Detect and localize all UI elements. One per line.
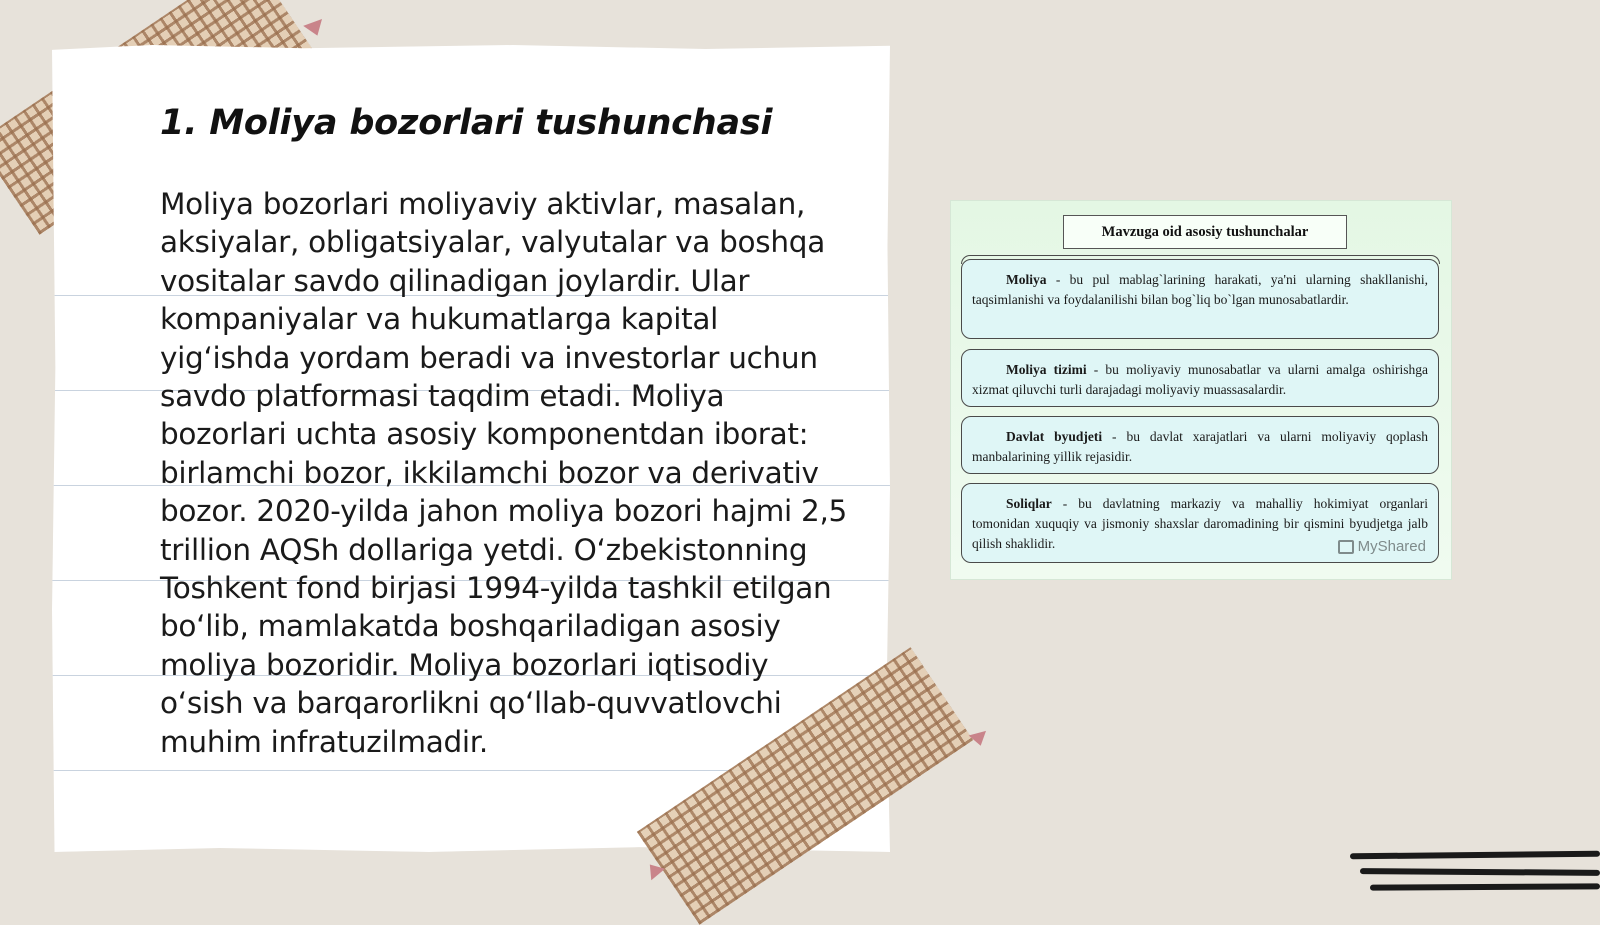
concept-definition: - bu davlat xarajatlari va ularni moliyaviy qoplash manbalarining yillik rejasidir. — [972, 429, 1428, 464]
concept-term: Davlat byudjeti — [1006, 429, 1103, 444]
decorative-scribble-line — [1360, 868, 1600, 876]
figure-header: Mavzuga oid asosiy tushunchalar — [1063, 215, 1347, 249]
cart-icon — [1338, 540, 1354, 554]
concept-definition: - bu pul mablag`larining harakati, ya'ni ularning shakllanishi, taqsimlanishi va foydalanilishi bilan bog`liq bo`lgan munosabatlardir. — [972, 272, 1428, 307]
concept-box-moliya-tizimi — [961, 349, 1439, 407]
concept-definition: - bu davlatning markaziy va mahalliy hokimiyat organlari tomonidan xuquqiy va jismoniy shaxslar daromadining bir qismini byudjetga jalb qilish shaklidir. — [972, 496, 1428, 551]
watermark-text: MyShared — [1357, 538, 1426, 555]
decorative-scribble-line — [1350, 851, 1600, 860]
concept-box-soliqlar — [961, 483, 1439, 563]
decorative-pin — [969, 731, 990, 748]
concept-term: Soliqlar — [1006, 496, 1052, 511]
slide-title: 1. Moliya bozorlari tushunchasi — [160, 103, 773, 143]
concept-box-davlat-byudjeti — [961, 416, 1439, 474]
watermark — [1338, 537, 1426, 557]
concept-definition: - bu moliyaviy munosabatlar va ularni amalga oshirishga xizmat qiluvchi turli darajadagi moliyaviy muassasalardir. — [972, 362, 1428, 397]
concept-term: Moliya tizimi — [1006, 362, 1087, 377]
concept-term: Moliya — [1006, 272, 1047, 287]
slide-body-text: Moliya bozorlari moliyaviy aktivlar, masalan, aksiyalar, obligatsiyalar, valyutalar va boshqa vositalar savdo qilinadigan joylardir. Ular kompaniyalar va hukumatlarga kapital yig‘ishda yordam beradi va investorlar uchun savdo platformasi taqdim etadi. Moliya bozorlari uchta asosiy komponentdan iborat: birlamchi bozor, ikkilamchi bozor va derivativ bozor. 2020-yilda jahon moliya bozori hajmi 2,5 trillion AQSh dollariga yetdi. O‘zbekistonning Toshkent fond birjasi 1994-yilda tashkil etilgan bo‘lib, mamlakatda boshqariladigan asosiy moliya bozoridir. Moliya bozorlari iqtisodiy o‘sish va barqarorlikni qo‘llab-quvvatlovchi muhim infratuzilmadir. — [160, 187, 848, 759]
decorative-scribble-line — [1370, 883, 1600, 890]
decorative-pin — [303, 19, 327, 39]
concepts-figure — [950, 200, 1452, 580]
concept-box-moliya — [961, 259, 1439, 339]
